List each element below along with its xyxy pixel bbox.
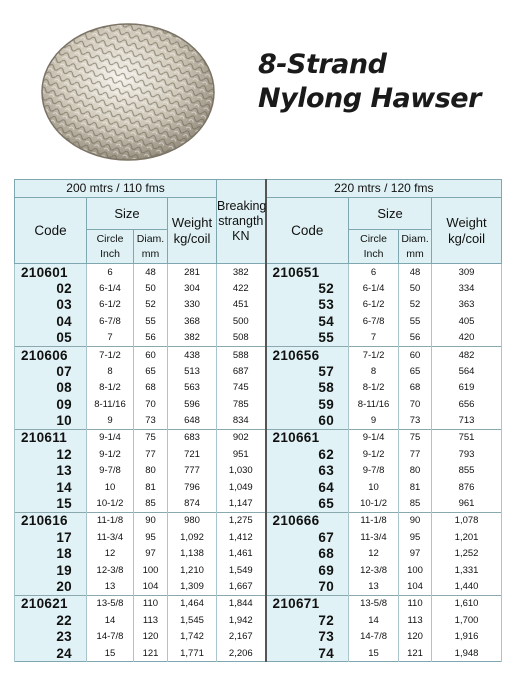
breaking-strength-cell: 951: [217, 446, 266, 463]
right-circle-cell: 9: [349, 413, 399, 430]
right-weight-cell: 309: [432, 264, 502, 281]
left-code-cell: 12: [15, 446, 87, 463]
left-circle-cell: 6-1/4: [87, 280, 134, 297]
left-weight-cell: 368: [168, 313, 217, 330]
left-diam-cell: 68: [134, 380, 168, 397]
left-diam-cell: 80: [134, 463, 168, 480]
weight-header-line-1: Weight: [446, 214, 487, 230]
left-weight-cell: 513: [168, 363, 217, 380]
right-code-cell: 210661: [266, 429, 349, 446]
table-row: [15, 380, 502, 397]
right-diam-cell: 50: [399, 280, 432, 297]
breaking-strength-cell: 588: [217, 346, 266, 363]
left-circle-cell: 8-1/2: [87, 380, 134, 397]
left-code-cell: 19: [15, 562, 87, 579]
left-weight-cell: 1,771: [168, 645, 217, 662]
table-row: [15, 463, 502, 480]
left-weight-cell: 777: [168, 463, 217, 480]
right-weight-cell: 656: [432, 396, 502, 413]
right-weight-cell: 420: [432, 330, 502, 347]
table-row: [15, 645, 502, 662]
left-code-cell: 24: [15, 645, 87, 662]
breaking-strength-cell: 422: [217, 280, 266, 297]
left-code-cell: 23: [15, 629, 87, 646]
spec-table-container: [14, 179, 501, 662]
right-diam-cell: 110: [399, 595, 432, 612]
left-diam-cell: 90: [134, 512, 168, 529]
right-circle-cell: 10: [349, 479, 399, 496]
table-row: [15, 562, 502, 579]
left-code-header: Code: [15, 198, 87, 264]
right-weight-cell: 1,252: [432, 546, 502, 563]
right-weight-cell: 363: [432, 297, 502, 314]
right-circle-cell: 6-1/4: [349, 280, 399, 297]
right-diam-cell: 100: [399, 562, 432, 579]
table-row: [15, 512, 502, 529]
left-code-cell: 08: [15, 380, 87, 397]
left-diam-cell: 81: [134, 479, 168, 496]
left-circle-cell: 6: [87, 264, 134, 281]
right-circle-cell: 6-1/2: [349, 297, 399, 314]
left-diam-cell: 113: [134, 612, 168, 629]
left-circle-cell: 7-1/2: [87, 346, 134, 363]
left-code-cell: 22: [15, 612, 87, 629]
left-diam-cell: 70: [134, 396, 168, 413]
diam-header-line-2: mm: [406, 247, 424, 260]
table-row: [15, 612, 502, 629]
table-row: [15, 496, 502, 513]
breaking-strength-cell: 1,049: [217, 479, 266, 496]
left-diam-cell: 75: [134, 429, 168, 446]
breaking-strength-cell: 451: [217, 297, 266, 314]
left-weight-header: [168, 198, 217, 264]
right-weight-cell: 1,201: [432, 529, 502, 546]
right-diam-cell: 90: [399, 512, 432, 529]
right-diam-cell: 65: [399, 363, 432, 380]
left-diam-cell: 121: [134, 645, 168, 662]
right-circle-header: [349, 230, 399, 264]
right-diam-cell: 113: [399, 612, 432, 629]
right-diam-header: [399, 230, 432, 264]
right-weight-cell: 876: [432, 479, 502, 496]
right-weight-cell: 619: [432, 380, 502, 397]
table-row: [15, 264, 502, 281]
right-weight-cell: 713: [432, 413, 502, 430]
left-diam-cell: 52: [134, 297, 168, 314]
left-code-cell: 02: [15, 280, 87, 297]
rope-coil-image: [36, 14, 218, 164]
left-circle-cell: 12: [87, 546, 134, 563]
left-diam-cell: 55: [134, 313, 168, 330]
right-code-cell: 63: [266, 463, 349, 480]
circle-header-line-2: Inch: [363, 247, 384, 260]
left-circle-cell: 11-1/8: [87, 512, 134, 529]
left-weight-cell: 1,742: [168, 629, 217, 646]
right-code-cell: 210656: [266, 346, 349, 363]
left-diam-cell: 56: [134, 330, 168, 347]
left-circle-cell: 13: [87, 579, 134, 596]
left-diam-header: [134, 230, 168, 264]
left-weight-cell: 683: [168, 429, 217, 446]
table-row: [15, 396, 502, 413]
weight-header-line-2: kg/coil: [173, 230, 211, 246]
left-weight-cell: 281: [168, 264, 217, 281]
right-weight-cell: 1,916: [432, 629, 502, 646]
left-code-cell: 210611: [15, 429, 87, 446]
right-weight-cell: 564: [432, 363, 502, 380]
left-weight-cell: 438: [168, 346, 217, 363]
right-diam-cell: 55: [399, 313, 432, 330]
right-diam-cell: 73: [399, 413, 432, 430]
left-code-cell: 09: [15, 396, 87, 413]
right-code-cell: 60: [266, 413, 349, 430]
breaking-strength-cell: 1,461: [217, 546, 266, 563]
circle-header-line-1: Circle: [96, 232, 124, 245]
right-code-cell: 62: [266, 446, 349, 463]
right-code-cell: 210666: [266, 512, 349, 529]
right-diam-cell: 70: [399, 396, 432, 413]
right-circle-cell: 9-7/8: [349, 463, 399, 480]
right-code-cell: 68: [266, 546, 349, 563]
left-circle-cell: 7: [87, 330, 134, 347]
right-code-cell: 64: [266, 479, 349, 496]
right-circle-cell: 14: [349, 612, 399, 629]
table-row: [15, 330, 502, 347]
left-code-cell: 05: [15, 330, 87, 347]
left-circle-cell: 10-1/2: [87, 496, 134, 513]
right-diam-cell: 81: [399, 479, 432, 496]
left-code-cell: 210621: [15, 595, 87, 612]
breaking-header-line-1: Breaking: [217, 199, 267, 213]
right-code-header: Code: [266, 198, 349, 264]
left-circle-header: [87, 230, 134, 264]
right-weight-cell: 1,700: [432, 612, 502, 629]
right-circle-cell: 12-3/8: [349, 562, 399, 579]
left-code-cell: 10: [15, 413, 87, 430]
table-row: [15, 313, 502, 330]
right-weight-cell: 334: [432, 280, 502, 297]
left-diam-cell: 85: [134, 496, 168, 513]
right-code-cell: 58: [266, 380, 349, 397]
right-size-header: Size: [349, 198, 432, 230]
left-code-cell: 210606: [15, 346, 87, 363]
breaking-header-line-3: KN: [232, 229, 250, 243]
right-diam-cell: 75: [399, 429, 432, 446]
left-weight-cell: 382: [168, 330, 217, 347]
right-code-cell: 54: [266, 313, 349, 330]
right-diam-cell: 95: [399, 529, 432, 546]
left-code-cell: 13: [15, 463, 87, 480]
left-circle-cell: 11-3/4: [87, 529, 134, 546]
right-diam-cell: 56: [399, 330, 432, 347]
right-circle-cell: 7: [349, 330, 399, 347]
right-weight-header: [432, 198, 502, 264]
left-circle-cell: 10: [87, 479, 134, 496]
weight-header-line-2: kg/coil: [448, 230, 485, 246]
table-row: [15, 529, 502, 546]
right-diam-cell: 68: [399, 380, 432, 397]
right-circle-cell: 13: [349, 579, 399, 596]
left-diam-cell: 95: [134, 529, 168, 546]
left-circle-cell: 13-5/8: [87, 595, 134, 612]
right-code-cell: 65: [266, 496, 349, 513]
right-code-cell: 70: [266, 579, 349, 596]
table-row: [15, 595, 502, 612]
breaking-strength-cell: 508: [217, 330, 266, 347]
left-circle-cell: 15: [87, 645, 134, 662]
right-code-cell: 59: [266, 396, 349, 413]
left-diam-cell: 73: [134, 413, 168, 430]
right-circle-cell: 8: [349, 363, 399, 380]
right-diam-cell: 121: [399, 645, 432, 662]
right-circle-cell: 14-7/8: [349, 629, 399, 646]
right-code-cell: 210651: [266, 264, 349, 281]
left-diam-cell: 97: [134, 546, 168, 563]
breaking-strength-cell: 1,942: [217, 612, 266, 629]
right-weight-cell: 793: [432, 446, 502, 463]
left-weight-cell: 874: [168, 496, 217, 513]
breaking-strength-cell: 382: [217, 264, 266, 281]
spec-table: [14, 179, 502, 662]
right-diam-cell: 85: [399, 496, 432, 513]
right-code-cell: 74: [266, 645, 349, 662]
left-circle-cell: 9-1/4: [87, 429, 134, 446]
breaking-header-line-2: strangth: [218, 214, 264, 228]
breaking-strength-cell: 1,412: [217, 529, 266, 546]
product-title: [258, 48, 481, 116]
left-code-cell: 210601: [15, 264, 87, 281]
left-code-cell: 18: [15, 546, 87, 563]
left-weight-cell: 1,545: [168, 612, 217, 629]
left-code-cell: 15: [15, 496, 87, 513]
breaking-strength-cell: 785: [217, 396, 266, 413]
table-row: [15, 429, 502, 446]
left-weight-cell: 648: [168, 413, 217, 430]
table-row: [15, 280, 502, 297]
right-circle-cell: 10-1/2: [349, 496, 399, 513]
right-code-cell: 55: [266, 330, 349, 347]
left-weight-cell: 596: [168, 396, 217, 413]
right-code-cell: 52: [266, 280, 349, 297]
breaking-strength-cell: 1,147: [217, 496, 266, 513]
right-circle-cell: 11-3/4: [349, 529, 399, 546]
right-circle-cell: 15: [349, 645, 399, 662]
right-circle-cell: 13-5/8: [349, 595, 399, 612]
header: [0, 0, 510, 176]
breaking-strength-cell: 1,030: [217, 463, 266, 480]
left-circle-cell: 8: [87, 363, 134, 380]
left-circle-cell: 6-7/8: [87, 313, 134, 330]
left-circle-cell: 9: [87, 413, 134, 430]
right-weight-cell: 1,610: [432, 595, 502, 612]
spec-table-body: [15, 264, 502, 662]
right-code-cell: 210671: [266, 595, 349, 612]
left-size-header: Size: [87, 198, 168, 230]
left-circle-cell: 8-11/16: [87, 396, 134, 413]
breaking-strength-cell: 2,167: [217, 629, 266, 646]
breaking-strength-cell: 1,549: [217, 562, 266, 579]
right-diam-cell: 77: [399, 446, 432, 463]
right-weight-cell: 1,440: [432, 579, 502, 596]
right-code-cell: 57: [266, 363, 349, 380]
left-weight-cell: 304: [168, 280, 217, 297]
diam-header-line-2: mm: [141, 247, 160, 260]
diam-header-line-1: Diam.: [401, 232, 429, 245]
breaking-strength-cell: 2,206: [217, 645, 266, 662]
right-diam-cell: 52: [399, 297, 432, 314]
left-circle-cell: 12-3/8: [87, 562, 134, 579]
left-diam-cell: 100: [134, 562, 168, 579]
left-weight-cell: 980: [168, 512, 217, 529]
breaking-strength-cell: 1,275: [217, 512, 266, 529]
right-code-cell: 73: [266, 629, 349, 646]
right-circle-cell: 9-1/4: [349, 429, 399, 446]
left-diam-cell: 65: [134, 363, 168, 380]
left-circle-cell: 14-7/8: [87, 629, 134, 646]
right-code-cell: 53: [266, 297, 349, 314]
breaking-strength-cell: 687: [217, 363, 266, 380]
right-weight-cell: 751: [432, 429, 502, 446]
right-circle-cell: 9-1/2: [349, 446, 399, 463]
right-circle-cell: 6: [349, 264, 399, 281]
left-weight-cell: 1,309: [168, 579, 217, 596]
table-row: [15, 546, 502, 563]
right-circle-cell: 8-11/16: [349, 396, 399, 413]
table-row: [15, 297, 502, 314]
table-row: [15, 629, 502, 646]
left-diam-cell: 48: [134, 264, 168, 281]
right-weight-cell: 1,078: [432, 512, 502, 529]
breaking-strength-cell: 902: [217, 429, 266, 446]
breaking-strength-header: [217, 180, 266, 264]
breaking-strength-cell: 745: [217, 380, 266, 397]
table-row: [15, 346, 502, 363]
left-diam-cell: 110: [134, 595, 168, 612]
left-code-cell: 17: [15, 529, 87, 546]
right-weight-cell: 405: [432, 313, 502, 330]
right-circle-cell: 11-1/8: [349, 512, 399, 529]
right-code-cell: 69: [266, 562, 349, 579]
left-group-header: 200 mtrs / 110 fms: [15, 180, 217, 198]
right-weight-cell: 855: [432, 463, 502, 480]
breaking-strength-cell: 500: [217, 313, 266, 330]
diam-header-line-1: Diam.: [136, 232, 165, 245]
left-code-cell: 20: [15, 579, 87, 596]
left-code-cell: 210616: [15, 512, 87, 529]
title-line-1: 8-Strand: [258, 49, 387, 80]
left-weight-cell: 330: [168, 297, 217, 314]
left-diam-cell: 120: [134, 629, 168, 646]
table-row: [15, 479, 502, 496]
right-diam-cell: 104: [399, 579, 432, 596]
left-weight-cell: 721: [168, 446, 217, 463]
title-line-2: Nylong Hawser: [258, 83, 481, 114]
left-diam-cell: 77: [134, 446, 168, 463]
left-weight-cell: 1,210: [168, 562, 217, 579]
breaking-strength-cell: 1,667: [217, 579, 266, 596]
breaking-strength-cell: 1,844: [217, 595, 266, 612]
right-circle-cell: 7-1/2: [349, 346, 399, 363]
left-code-cell: 04: [15, 313, 87, 330]
right-weight-cell: 1,948: [432, 645, 502, 662]
right-circle-cell: 8-1/2: [349, 380, 399, 397]
right-group-header: 220 mtrs / 120 fms: [266, 180, 502, 198]
left-code-cell: 14: [15, 479, 87, 496]
right-code-cell: 67: [266, 529, 349, 546]
right-weight-cell: 961: [432, 496, 502, 513]
right-diam-cell: 80: [399, 463, 432, 480]
left-weight-cell: 796: [168, 479, 217, 496]
right-weight-cell: 1,331: [432, 562, 502, 579]
left-circle-cell: 6-1/2: [87, 297, 134, 314]
table-row: [15, 413, 502, 430]
left-diam-cell: 104: [134, 579, 168, 596]
left-code-cell: 07: [15, 363, 87, 380]
left-circle-cell: 9-1/2: [87, 446, 134, 463]
left-code-cell: 03: [15, 297, 87, 314]
right-diam-cell: 120: [399, 629, 432, 646]
left-weight-cell: 1,138: [168, 546, 217, 563]
left-diam-cell: 60: [134, 346, 168, 363]
table-row: [15, 363, 502, 380]
left-diam-cell: 50: [134, 280, 168, 297]
table-row: [15, 579, 502, 596]
right-circle-cell: 6-7/8: [349, 313, 399, 330]
left-circle-cell: 14: [87, 612, 134, 629]
circle-header-line-2: Inch: [100, 247, 120, 260]
right-code-cell: 72: [266, 612, 349, 629]
right-diam-cell: 97: [399, 546, 432, 563]
right-weight-cell: 482: [432, 346, 502, 363]
left-circle-cell: 9-7/8: [87, 463, 134, 480]
left-weight-cell: 1,464: [168, 595, 217, 612]
right-diam-cell: 60: [399, 346, 432, 363]
left-weight-cell: 563: [168, 380, 217, 397]
left-weight-cell: 1,092: [168, 529, 217, 546]
table-row: [15, 446, 502, 463]
right-diam-cell: 48: [399, 264, 432, 281]
weight-header-line-1: Weight: [171, 214, 213, 230]
circle-header-line-1: Circle: [360, 232, 387, 245]
breaking-strength-cell: 834: [217, 413, 266, 430]
right-circle-cell: 12: [349, 546, 399, 563]
